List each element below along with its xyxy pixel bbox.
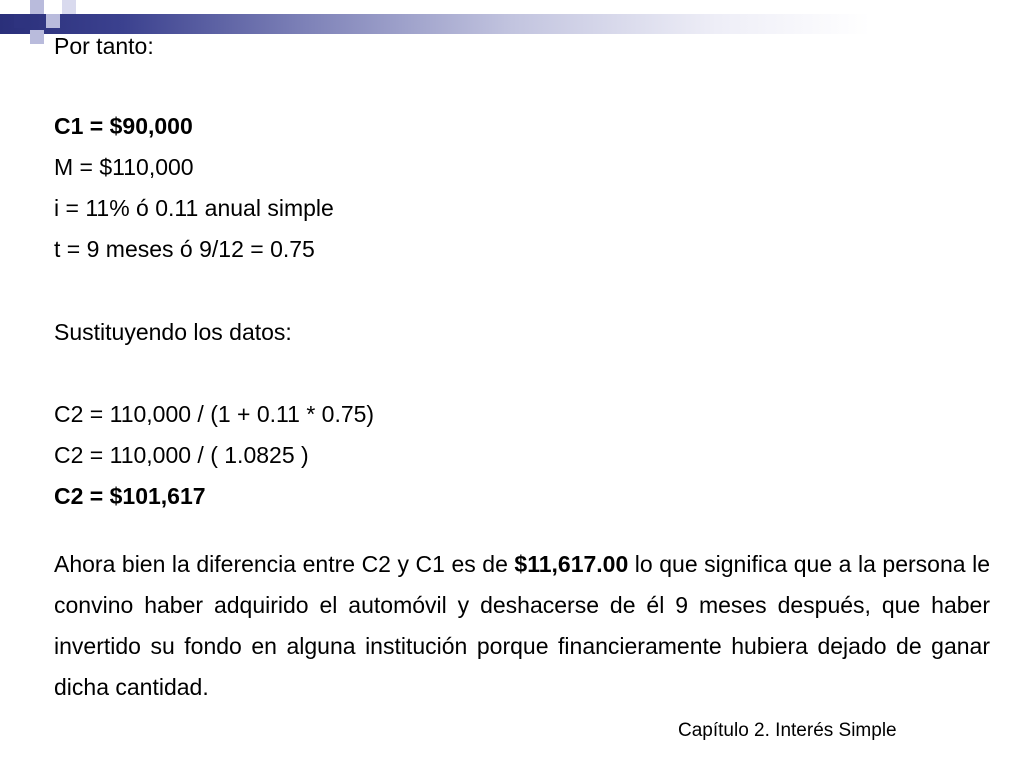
decorative-square [14,14,28,28]
header-gradient-bar [0,14,1024,34]
intro-text: Por tanto: [54,33,154,59]
calc-line-1: C2 = 110,000 / (1 + 0.11 * 0.75) [54,401,375,427]
data-line-t: t = 9 meses ó 9/12 = 0.75 [54,236,315,262]
decorative-square [30,30,44,44]
calc-line-2: C2 = 110,000 / ( 1.0825 ) [54,442,309,468]
conclusion-highlight-amount: $11,617.00 [514,551,629,577]
substitution-heading: Sustituyendo los datos: [54,319,292,345]
conclusion-text-start: Ahora bien la diferencia entre C2 y C1 es de [54,551,515,577]
data-line-m: M = $110,000 [54,154,194,180]
decorative-square [46,14,60,28]
data-line-i: i = 11% ó 0.11 anual simple [54,195,334,221]
decorative-square [30,0,44,14]
decorative-square [62,0,76,14]
conclusion-paragraph [54,544,990,708]
chapter-footer: Capítulo 2. Interés Simple [678,720,897,741]
calc-line-result: C2 = $101,617 [54,483,206,509]
data-line-c1: C1 = $90,000 [54,113,193,139]
conclusion-text-end: lo que significa que a la persona le convino haber adquirido el automóvil y deshacerse de él 9 meses después, que haber invertido su fondo en alguna institución porque financieramente hubiera dejado de ganar dicha cantidad. [54,551,990,700]
